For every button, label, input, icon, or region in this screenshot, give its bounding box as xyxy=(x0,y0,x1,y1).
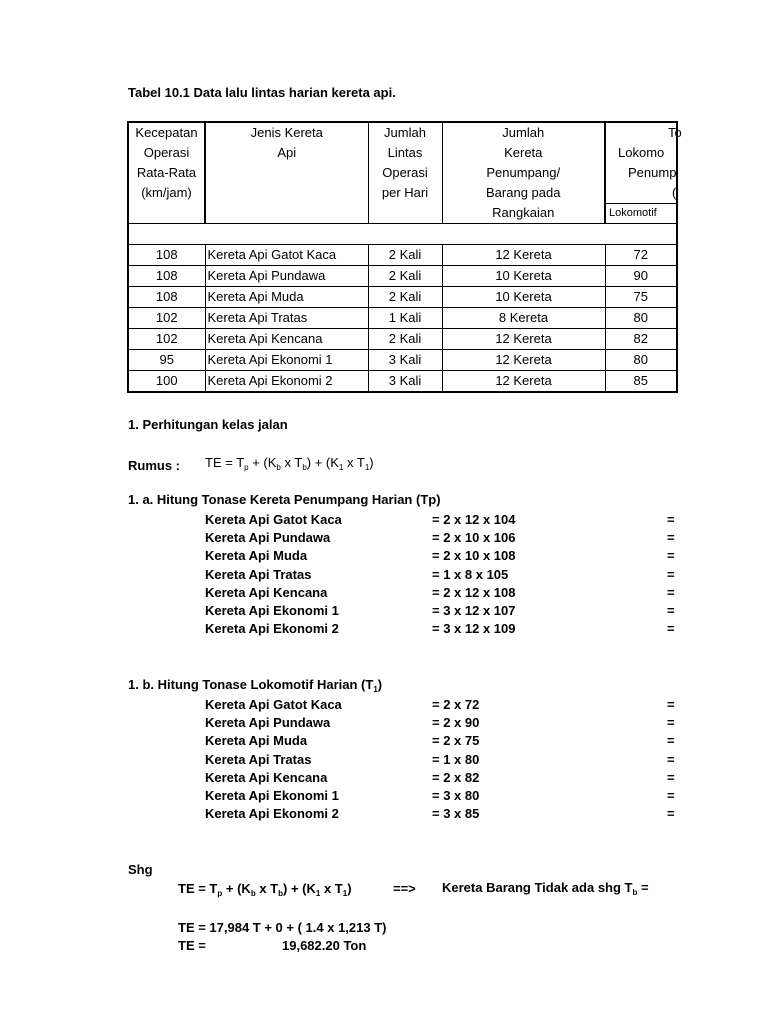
shg-label: Shg xyxy=(128,862,153,877)
cell-cars: 10 Kereta xyxy=(442,266,605,287)
calc-expression: = 2 x 82 xyxy=(432,769,480,785)
calc-expression: = 1 x 8 x 105 xyxy=(432,566,509,582)
calc-train-name: Kereta Api Ekonomi 1 xyxy=(205,788,339,803)
table-body xyxy=(128,245,677,393)
cell-trips: 2 Kali xyxy=(368,266,442,287)
cell-cars: 12 Kereta xyxy=(442,371,605,393)
calc-expression: = 2 x 10 x 108 xyxy=(432,548,516,564)
header-tonnage: To Lokomo Penump ( Lokomotif xyxy=(605,122,677,224)
cell-loco: 75 xyxy=(605,287,677,308)
cell-speed: 102 xyxy=(128,308,205,329)
cell-trips: 2 Kali xyxy=(368,287,442,308)
te-total-value: 19,682.20 Ton xyxy=(282,938,367,953)
cell-train-name: Kereta Api Muda xyxy=(205,287,368,308)
calc-train-name: Kereta Api Gatot Kaca xyxy=(205,512,342,527)
cell-speed: 102 xyxy=(128,329,205,350)
calc-train-name: Kereta Api Ekonomi 2 xyxy=(205,806,339,822)
cell-speed: 108 xyxy=(128,266,205,287)
calc-result-equals: = xyxy=(667,751,675,767)
cell-trips: 2 Kali xyxy=(368,245,442,266)
cell-loco: 80 xyxy=(605,350,677,371)
calc-train-name: Kereta Api Kencana xyxy=(205,584,328,600)
table-row xyxy=(128,371,677,393)
calc-expression: = 3 x 80 xyxy=(432,788,480,803)
cell-speed: 95 xyxy=(128,350,205,371)
te-total-label: TE = xyxy=(178,938,206,953)
calc-result-equals: = xyxy=(667,806,675,822)
calc-result-equals: = xyxy=(667,769,675,785)
table-row xyxy=(128,266,677,287)
arrow: ==> xyxy=(393,881,416,896)
table-row xyxy=(128,245,677,266)
cell-loco: 82 xyxy=(605,329,677,350)
te-result-line: TE = 17,984 T + 0 + ( 1.4 x 1,213 T) xyxy=(178,920,387,935)
calc-result-equals: = xyxy=(667,548,675,564)
calc-result-equals: = xyxy=(667,733,675,749)
cell-train-name: Kereta Api Tratas xyxy=(205,308,368,329)
cell-train-name: Kereta Api Ekonomi 2 xyxy=(205,371,368,393)
cell-train-name: Kereta Api Gatot Kaca xyxy=(205,245,368,266)
cell-speed: 108 xyxy=(128,245,205,266)
calc-result-equals: = xyxy=(667,621,675,637)
calc-expression: = 3 x 12 x 107 xyxy=(432,603,516,618)
cell-loco: 90 xyxy=(605,266,677,287)
cell-speed: 108 xyxy=(128,287,205,308)
cell-train-name: Kereta Api Kencana xyxy=(205,329,368,350)
cell-trips: 1 Kali xyxy=(368,308,442,329)
cell-train-name: Kereta Api Ekonomi 1 xyxy=(205,350,368,371)
cell-cars: 12 Kereta xyxy=(442,245,605,266)
cell-loco: 80 xyxy=(605,308,677,329)
table-row xyxy=(128,287,677,308)
calc-result-equals: = xyxy=(667,788,675,803)
calc-result-equals: = xyxy=(667,584,675,600)
calc-train-name: Kereta Api Kencana xyxy=(205,769,328,785)
cell-trips: 2 Kali xyxy=(368,329,442,350)
table-title: Tabel 10.1 Data lalu lintas harian kereta api. xyxy=(128,85,396,100)
section-a-heading: 1. a. Hitung Tonase Kereta Penumpang Harian (Tp) xyxy=(128,492,441,507)
calc-expression: = 3 x 12 x 109 xyxy=(432,621,516,637)
calc-train-name: Kereta Api Tratas xyxy=(205,566,312,582)
calc-expression: = 2 x 12 x 108 xyxy=(432,584,516,600)
table-header-row xyxy=(128,122,677,224)
calc-expression: = 2 x 75 xyxy=(432,733,480,749)
traffic-table-viewport xyxy=(0,0,682,400)
section1-heading: 1. Perhitungan kelas jalan xyxy=(128,417,288,432)
rumus-label: Rumus : xyxy=(128,458,180,473)
header-speed: Kecepatan Operasi Rata-Rata (km/jam) xyxy=(128,122,205,224)
header-car-count: Jumlah Kereta Penumpang/ Barang pada Rangkaian xyxy=(442,122,605,224)
calc-train-name: Kereta Api Gatot Kaca xyxy=(205,697,342,712)
formula-te: TE = $T_p + (K_b$ x $T_b) + (K_1$ x $T_1$) xyxy=(205,455,374,472)
cell-cars: 12 Kereta xyxy=(442,350,605,371)
calc-expression: = 1 x 80 xyxy=(432,751,480,767)
calc-result-equals: = xyxy=(667,603,675,618)
calc-train-name: Kereta Api Ekonomi 1 xyxy=(205,603,339,618)
calc-expression: = 3 x 85 xyxy=(432,806,480,822)
calc-result-equals: = xyxy=(667,715,675,731)
cell-trips: 3 Kali xyxy=(368,350,442,371)
calc-result-equals: = xyxy=(667,697,675,712)
calc-train-name: Kereta Api Muda xyxy=(205,548,308,564)
calc-train-name: Kereta Api Muda xyxy=(205,733,308,749)
calc-result-equals: = xyxy=(667,530,675,546)
calc-expression: = 2 x 12 x 104 xyxy=(432,512,516,527)
table-row xyxy=(128,329,677,350)
header-train-type: Jenis Kereta Api xyxy=(205,122,368,224)
cell-speed: 100 xyxy=(128,371,205,393)
cell-train-name: Kereta Api Pundawa xyxy=(205,266,368,287)
calc-expression: = 2 x 90 xyxy=(432,715,480,731)
section-b-heading: 1. b. Hitung Tonase Lokomotif Harian $(T_1)$ xyxy=(128,677,383,694)
calc-train-name: Kereta Api Ekonomi 2 xyxy=(205,621,339,637)
cell-cars: 12 Kereta xyxy=(442,329,605,350)
table-spacer-row xyxy=(128,224,677,245)
header-trips: Jumlah Lintas Operasi per Hari xyxy=(368,122,442,224)
table-row xyxy=(128,350,677,371)
header-lokomotif-sub: Lokomotif xyxy=(606,203,678,223)
cell-cars: 10 Kereta xyxy=(442,287,605,308)
table-row xyxy=(128,308,677,329)
calc-train-name: Kereta Api Pundawa xyxy=(205,715,331,731)
cell-trips: 3 Kali xyxy=(368,371,442,393)
calc-result-equals: = xyxy=(667,512,675,527)
cell-cars: 8 Kereta xyxy=(442,308,605,329)
cell-loco: 72 xyxy=(605,245,677,266)
shg-note: Kereta Barang Tidak ada shg $T_b$ = xyxy=(442,880,649,897)
calc-expression: = 2 x 72 xyxy=(432,697,480,712)
calc-train-name: Kereta Api Tratas xyxy=(205,751,312,767)
calc-expression: = 2 x 10 x 106 xyxy=(432,530,516,546)
formula-te-2: TE = $T_p + (K_b$ x $T_b) + (K_1$ x $T_1$) xyxy=(178,881,352,898)
calc-result-equals: = xyxy=(667,566,675,582)
cell-loco: 85 xyxy=(605,371,677,393)
traffic-table xyxy=(127,121,682,393)
calc-train-name: Kereta Api Pundawa xyxy=(205,530,331,546)
